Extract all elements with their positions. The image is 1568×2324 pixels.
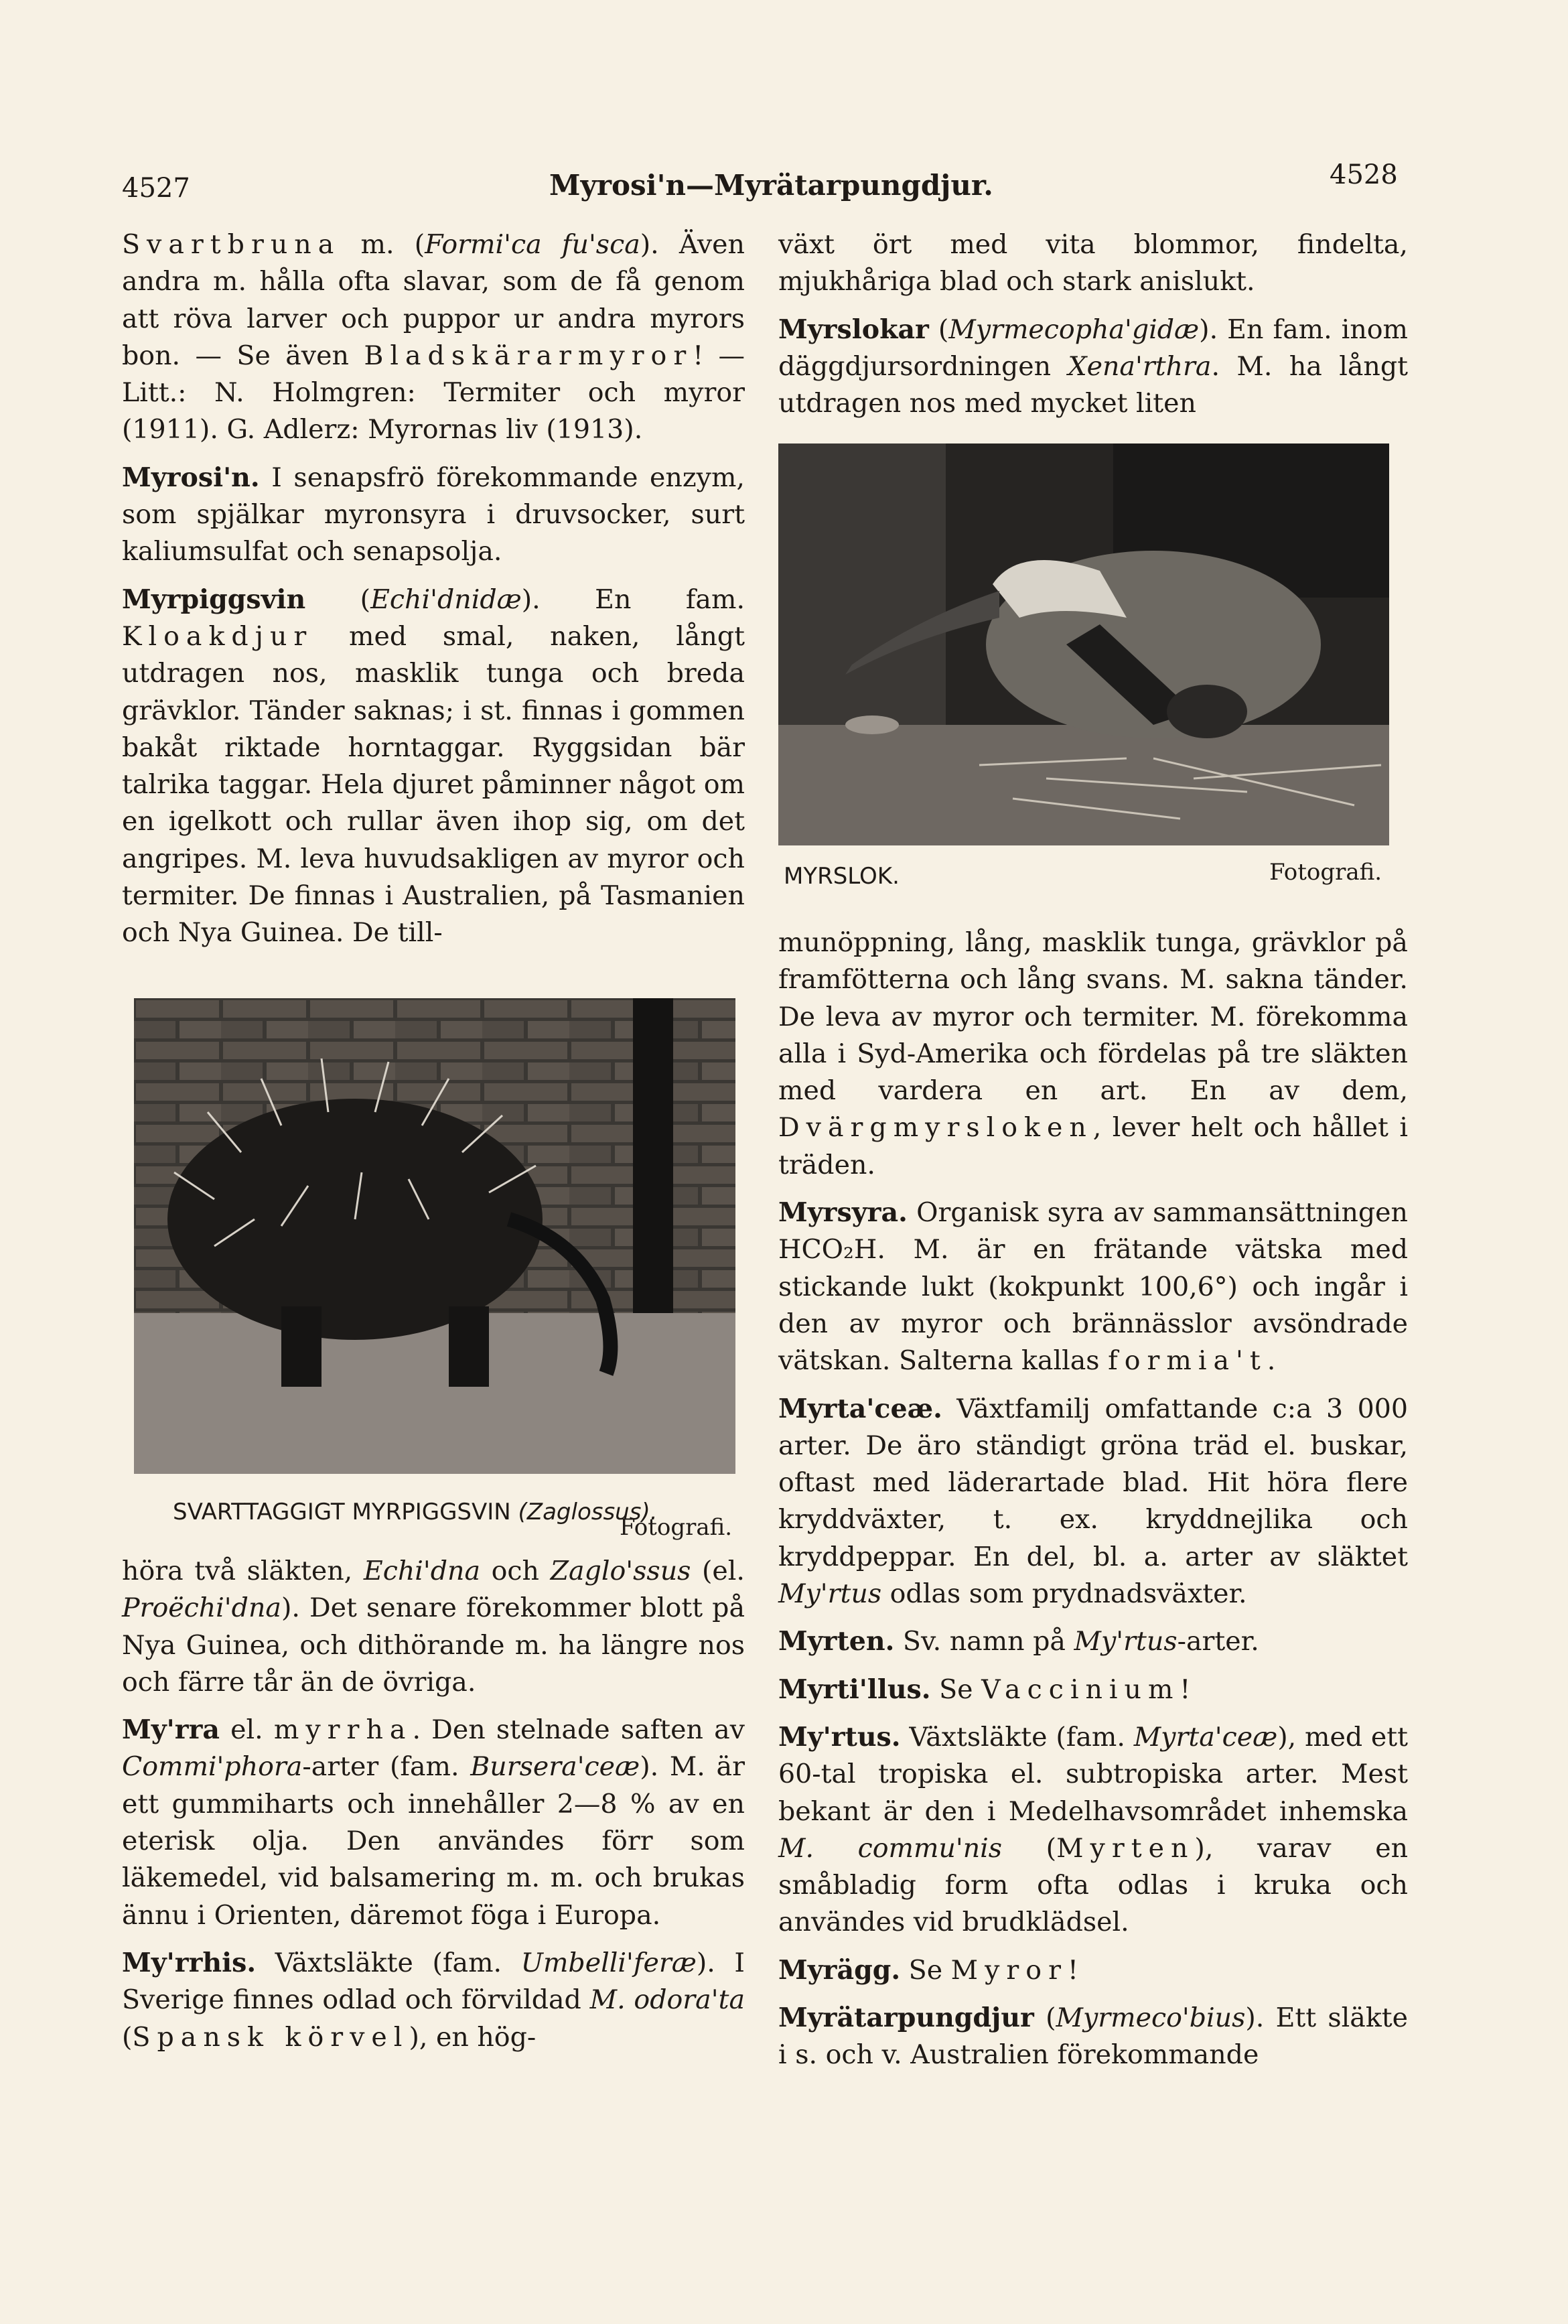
headword: Myrpiggsvin — [122, 584, 306, 615]
headword: Myrsyra. — [778, 1197, 908, 1229]
headword: My'rra — [122, 1714, 220, 1746]
entry-myrten: Myrten. Sv. namn på My'rtus-arter. — [778, 1626, 1259, 1657]
page-header — [0, 159, 1568, 213]
entry-myrra: My'rra el. myrrha. Den stelnade saften av Commi'phora-arter (fam. Bursera'ceæ). M. är ett gummiharts och innehåller 2—8 % av en eterisk olja. Den användes förr som läkemedel, vid balsamering m. m. och brukas ännu i Orienten, däremot föga i Europa. — [122, 1714, 745, 1931]
right-column — [778, 226, 1408, 433]
entry-myrtus: My'rtus. Växtsläkte (fam. Myrta'ceæ), med ett 60-tal tropiska el. subtropiska arter. Mest bekant är den i Medelhavsområdet inhemska M. commu'nis (Myrten), varav en småbladig form ofta odlas i kruka och användes vid brudklädsel. — [778, 1721, 1409, 1938]
echidna-caption: SVARTTAGGIGT MYRPIGGSVIN (Zaglossus). — [173, 1499, 658, 1525]
entry-myrtaceae: Myrta'ceæ. Växtfamilj omfattande c:a 3 000 arter. De äro ständigt gröna träd el. buskar, oftast med läderartade blad. Hit höra flere kryddväxter, t. ex. kryddnejlika och kryddpeppar. En del, bl. a. arter av släktet My'rtus odlas som prydnadsväxter. — [778, 1393, 1408, 1610]
entry-myratarpungdjur: Myrätarpungdjur (Myrmeco'bius). Ett släkte i s. och v. Australien förekommande — [778, 2002, 1409, 2071]
left-column — [122, 226, 745, 963]
entry-myrsyra: Myrsyra. Organisk syra av sammansättningen HCO₂H. M. är en frätande vätska med stickande lukt (kokpunkt 100,6°) och ingår i den av myror och brännässlor avsöndrade vätskan. Salterna kallas formia't. — [778, 1197, 1408, 1377]
entry-myrrhis-continuation: växt ört med vita blommor, findelta, mjukhåriga blad och stark anislukt. — [778, 229, 1408, 297]
headword: Myrägg. — [778, 1954, 901, 1986]
echidna-photo-illustration — [134, 998, 735, 1474]
anteater-photo-credit: Fotografi. — [1269, 859, 1382, 886]
headword: Myrslokar — [778, 314, 929, 345]
headword: Myrti'llus. — [778, 1673, 931, 1705]
headword: Myrta'ceæ. — [778, 1393, 942, 1424]
entry-myrpiggsvin: Myrpiggsvin (Echi'dnidæ). En fam. Kloakdjur med smal, naken, långt utdragen nos, masklik tunga och breda grävklor. Tänder saknas; i st. finnas i gommen bakåt riktade horntaggar. Ryggsidan bär talrika taggar. Hela djuret påminner något om en igelkott och rullar även ihop sig, om det angripes. M. leva huvudsakligen av myror och termiter. De finnas i Australien, på Tasmanien och Nya Guinea. De till- — [122, 584, 745, 949]
anteater-photo — [778, 443, 1389, 845]
headword: Myrten. — [778, 1626, 895, 1657]
anteater-photo-illustration — [778, 443, 1389, 845]
echidna-photo-credit: Fotografi. — [620, 1514, 733, 1541]
entry-myrpiggsvin-continuation: höra två släkten, Echi'dna och Zaglo'ssus (el. Proëchi'dna). Det senare förekommer blott på Nya Guinea, och dithörande m. ha längre nos och färre tår än de övriga. — [122, 1556, 745, 1698]
headword: My'rtus. — [778, 1721, 901, 1753]
entry-myrtillus: Myrti'llus. Se Vaccinium! — [778, 1673, 1191, 1705]
entry-myror-continuation: Svartbruna m. (Formi'ca fu'sca). Även andra m. hålla ofta slavar, som de få genom att röva larver och puppor ur andra myrors bon. — Se även Bladskärarmyror! — Litt.: N. Holmgren: Termiter och myror (1911). G. Adlerz: Myrornas liv (1913). — [122, 229, 745, 446]
running-title: Myrosi'n—Myrätarpungdjur. — [549, 169, 993, 202]
page-number-right: 4528 — [1330, 159, 1398, 190]
page-number-left: 4527 — [122, 173, 190, 204]
entry-myrslokar-continuation: munöppning, lång, masklik tunga, grävklor på framfötterna och lång svans. M. sakna tänder. De leva av myror och termiter. M. förekomma alla i Syd-Amerika och fördelas på tre släkten med vardera en art. En av dem, Dvärgmyrsloken, lever helt och hållet i träden. — [778, 927, 1408, 1180]
headword: Myrosi'n. — [122, 462, 260, 493]
headword: Myrätarpungdjur — [778, 2002, 1034, 2034]
entry-myrslokar: Myrslokar (Myrmecopha'gidæ). En fam. inom däggdjursordningen Xena'rthra. M. ha långt utdragen nos med mycket liten — [778, 314, 1408, 419]
right-column-bottom — [778, 925, 1408, 2085]
entry-myragg: Myrägg. Se Myror! — [778, 1954, 1078, 1986]
anteater-caption: MYRSLOK. — [784, 863, 900, 890]
entry-myrrhis: My'rrhis. Växtsläkte (fam. Umbelli'feræ). I Sverige finnes odlad och förvildad M. odora'ta (Spansk körvel), en hög- — [122, 1947, 745, 2053]
left-column-bottom — [122, 1553, 745, 2067]
headword: My'rrhis. — [122, 1947, 257, 1978]
entry-myrosin: Myrosi'n. I senapsfrö förekommande enzym, som spjälkar myronsyra i druvsocker, surt kaliumsulfat och senapsolja. — [122, 462, 745, 567]
echidna-photo — [134, 998, 735, 1474]
